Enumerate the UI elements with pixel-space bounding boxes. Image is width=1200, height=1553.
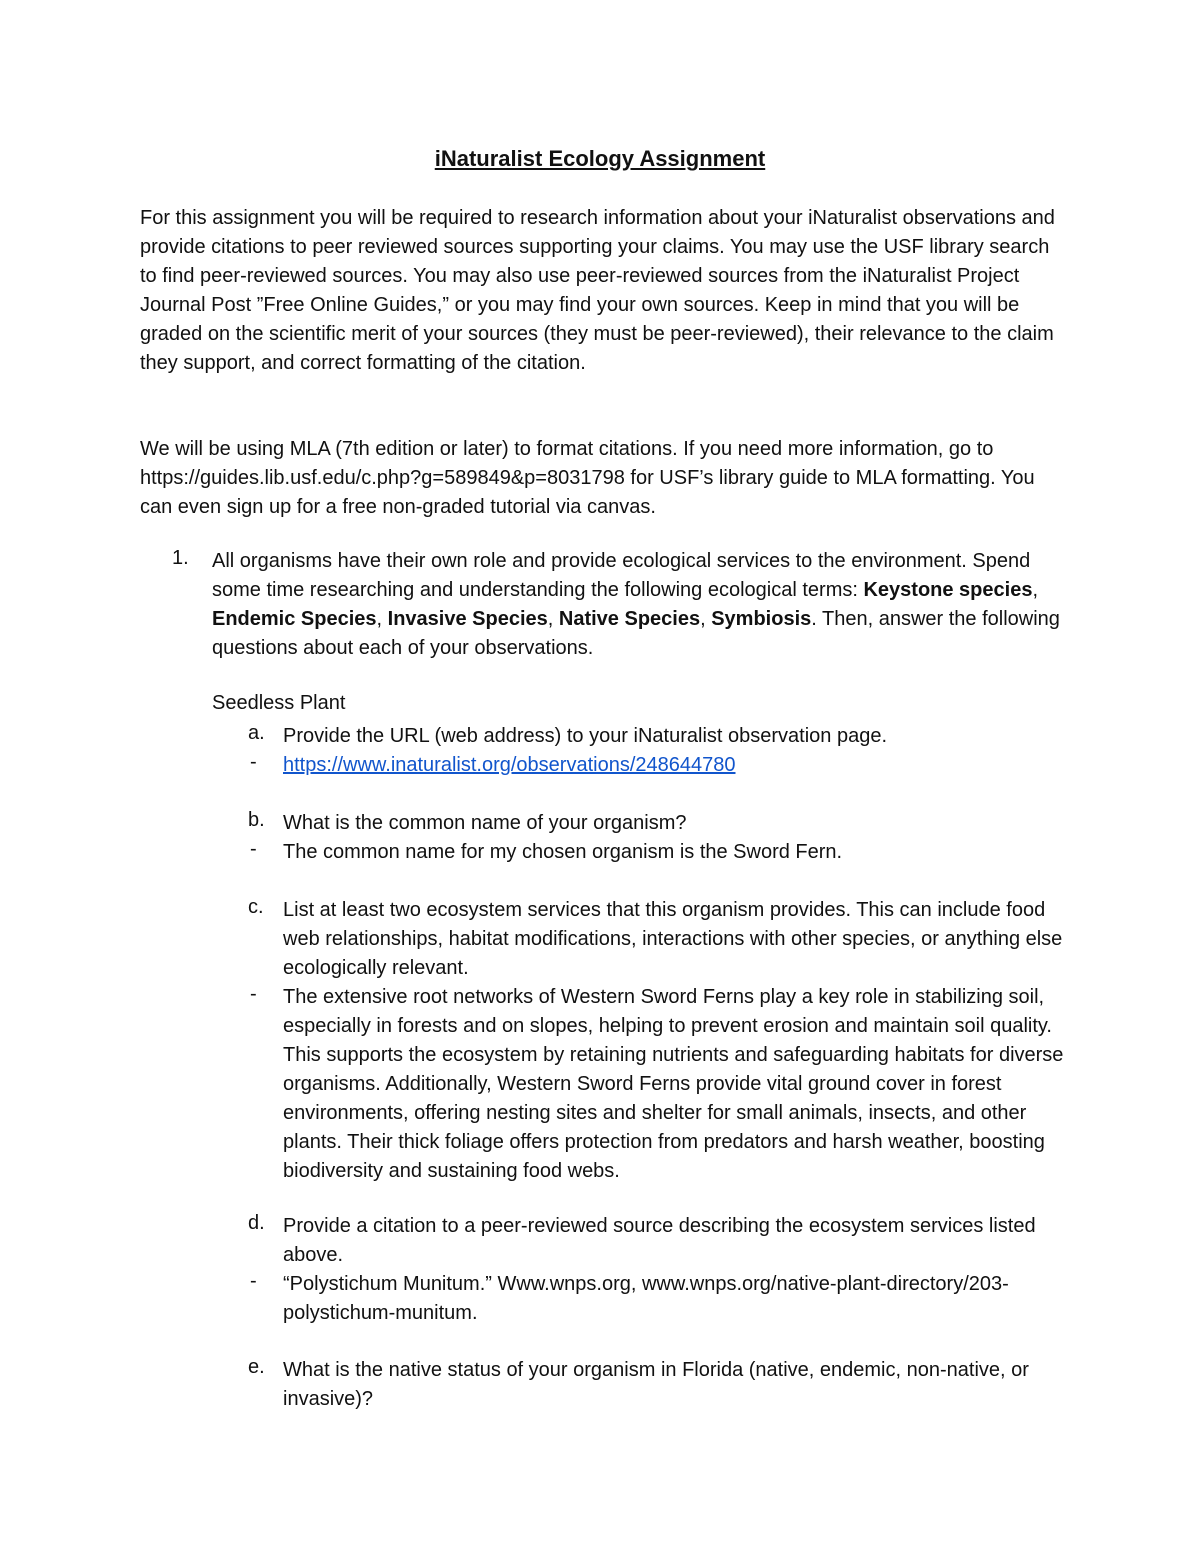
- item-b-letter: b.: [248, 809, 265, 831]
- item-d-question: Provide a citation to a peer-reviewed source describing the ecosystem services listed above.: [283, 1215, 1036, 1266]
- item-b-question: What is the common name of your organism?: [283, 812, 687, 834]
- item-c-question: List at least two ecosystem services that this organism provides. This can include food web relationships, habitat modifications, interactions with other species, or anything else ecologically relevant.: [283, 899, 1063, 979]
- item-b-answer: The common name for my chosen organism is the Sword Fern.: [283, 841, 843, 863]
- mla-paragraph: We will be using MLA (7th edition or later) to format citations. If you need more information, go to https://guides.lib.usf.edu/c.php?g=589849&p=8031798 for USF’s library guide to MLA formatting. You can even sign up for a free non-graded tutorial via canvas.: [140, 438, 1035, 518]
- item-b-dash: -: [250, 838, 257, 860]
- question-1-intro: All organisms have their own role and provide ecological services to the environment. Spend some time researching and understanding the following ecological terms:: [212, 550, 1031, 601]
- term-invasive: Invasive Species: [387, 608, 548, 630]
- item-d-answer: “Polystichum Munitum.” Www.wnps.org, www.wnps.org/native-plant-directory/203-polystichum-munitum.: [283, 1273, 1009, 1324]
- item-a-question: Provide the URL (web address) to your iNaturalist observation page.: [283, 725, 888, 747]
- item-e-letter: e.: [248, 1356, 265, 1378]
- question-1-text: All organisms have their own role and provide ecological services to the environment. Spend some time researching and understanding the following ecological terms: Keystone species, Endemic Species, Invasive Species, Native Species, Symbiosis. Then, answer the following questions about each of your observations.: [212, 550, 1060, 659]
- item-c-dash: -: [250, 983, 257, 1005]
- item-c-answer: The extensive root networks of Western Sword Ferns play a key role in stabilizing soil, especially in forests and on slopes, helping to prevent erosion and maintain soil quality. This supports the ecosystem by retaining nutrients and safeguarding habitats for diverse organisms. Additionally, Western Sword Ferns provide vital ground cover in forest environments, offering nesting sites and shelter for small animals, insects, and other plants. Their thick foliage offers protection from predators and harsh weather, boosting biodiversity and sustaining food webs.: [283, 986, 1064, 1182]
- question-1-outro: . Then, answer the following questions about each of your observations.: [212, 608, 1060, 659]
- item-c-letter: c.: [248, 896, 264, 918]
- term-symbiosis: Symbiosis: [711, 608, 812, 630]
- term-native: Native Species: [558, 608, 701, 630]
- question-number: 1.: [172, 547, 189, 569]
- item-a-dash: -: [250, 751, 257, 773]
- item-a-answer: [283, 751, 1073, 780]
- observation-link[interactable]: https://www.inaturalist.org/observations/248644780: [283, 754, 736, 776]
- section-label: Seedless Plant: [212, 692, 346, 714]
- document-title: iNaturalist Ecology Assignment: [434, 146, 766, 171]
- term-endemic: Endemic Species: [212, 608, 377, 630]
- item-e-question: What is the native status of your organism in Florida (native, endemic, non-native, or invasive)?: [283, 1359, 1029, 1410]
- item-a-letter: a.: [248, 722, 265, 744]
- item-d-letter: d.: [248, 1212, 265, 1234]
- item-d-dash: -: [250, 1270, 257, 1292]
- intro-paragraph: For this assignment you will be required to research information about your iNaturalist observations and provide citations to peer reviewed sources supporting your claims. You may use the USF library search to find peer-reviewed sources. You may also use peer-reviewed sources from the iNaturalist Project Journal Post ”Free Online Guides,” or you may find your own sources. Keep in mind that you will be graded on the scientific merit of your sources (they must be peer-reviewed), their relevance to the claim they support, and correct formatting of the citation.: [140, 207, 1055, 374]
- term-keystone: Keystone species: [863, 579, 1033, 601]
